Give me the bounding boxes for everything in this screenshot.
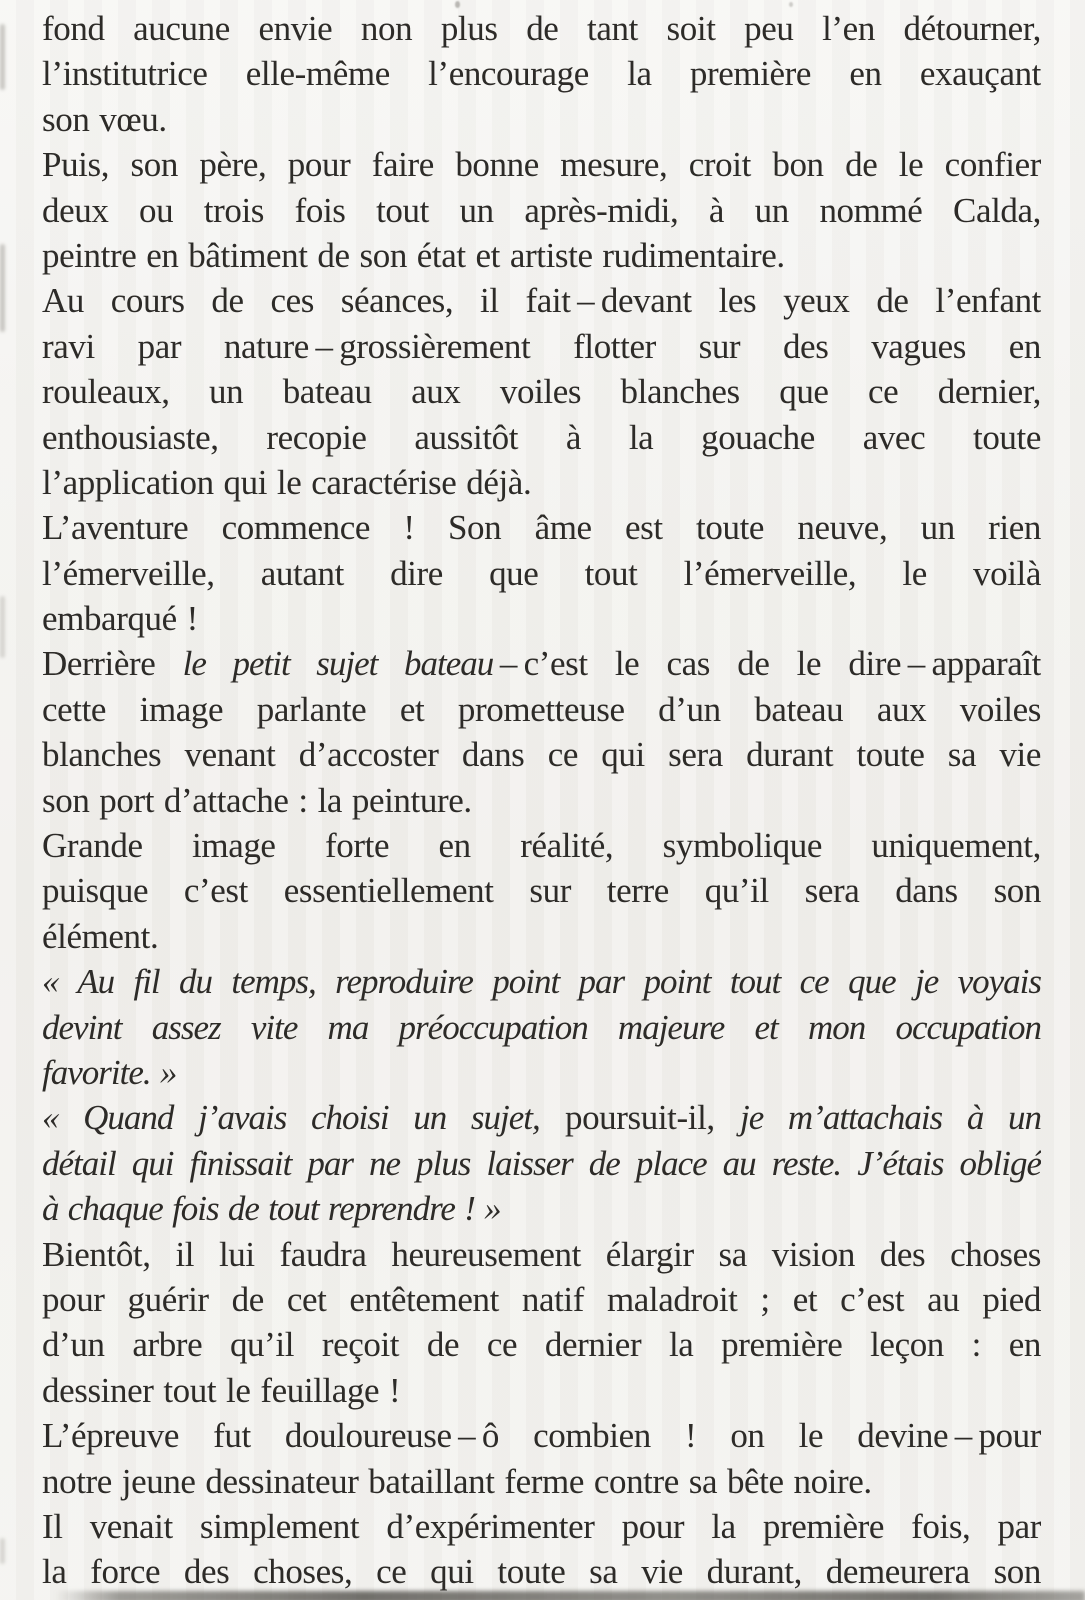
- text-line: [42, 1413, 1041, 1458]
- italic-segment: le petit sujet bateau: [182, 644, 494, 684]
- text-line: [42, 1459, 1041, 1504]
- roman-segment: Il venait simplement d’expérimenter pour la première fois, par: [42, 1506, 1041, 1546]
- italic-segment: « Au fil du temps, reproduire point par point tout ce que je voyais: [42, 962, 1041, 1002]
- text-line: [42, 188, 1041, 233]
- text-line: [42, 1322, 1041, 1367]
- text-line: [42, 1141, 1041, 1186]
- roman-segment: L’épreuve fut douloureuse – ô combien ! on le devine – pour: [42, 1416, 1041, 1456]
- scan-speck: [455, 1, 460, 8]
- roman-segment: la force des choses, ce qui toute sa vie durant, demeurera son: [42, 1552, 1041, 1592]
- roman-segment: – c’est le cas de le dire – apparaît: [493, 644, 1041, 684]
- italic-segment: « Quand j’avais choisi un sujet,: [42, 1098, 540, 1138]
- roman-segment: cette image parlante et prometteuse d’un bateau aux voiles: [42, 689, 1041, 729]
- roman-segment: Au cours de ces séances, il fait – devant les yeux de l’enfant: [42, 281, 1041, 321]
- text-line: [42, 1186, 1041, 1231]
- text-line: [42, 1368, 1041, 1413]
- roman-segment: ravi par nature – grossièrement flotter sur des vagues en: [42, 326, 1041, 366]
- text-line: [42, 460, 1041, 505]
- scan-speck: [789, 2, 793, 7]
- roman-segment: l’application qui le caractérise déjà.: [42, 462, 532, 502]
- scan-edge-smudge: [0, 1538, 5, 1564]
- roman-segment: son vœu.: [42, 99, 167, 139]
- text-line: [42, 1549, 1041, 1594]
- text-line: [42, 1277, 1041, 1322]
- page-text-block: [42, 6, 1041, 1595]
- roman-segment: poursuit-il,: [539, 1098, 741, 1138]
- text-line: [42, 1095, 1041, 1140]
- scan-edge-smudge: [0, 244, 5, 332]
- text-line: [42, 1050, 1041, 1095]
- scan-edge-smudge: [0, 596, 5, 658]
- roman-segment: l’émerveille, autant dire que tout l’émerveille, le voilà: [42, 553, 1041, 593]
- roman-segment: l’institutrice elle-même l’encourage la première en exauçant: [42, 54, 1041, 94]
- text-line: [42, 1232, 1041, 1277]
- italic-segment: à chaque fois de tout reprendre ! »: [42, 1189, 501, 1229]
- roman-segment: Derrière: [42, 644, 183, 684]
- italic-segment: je m’attachais à un: [740, 1098, 1041, 1138]
- text-line: [42, 6, 1041, 51]
- roman-segment: rouleaux, un bateau aux voiles blanches que ce dernier,: [42, 372, 1041, 412]
- cutoff-text-line-smudge: [55, 1591, 1085, 1600]
- roman-segment: blanches venant d’accoster dans ce qui sera durant toute sa vie: [42, 735, 1041, 775]
- roman-segment: L’aventure commence ! Son âme est toute neuve, un rien: [42, 508, 1041, 548]
- text-line: [42, 97, 1041, 142]
- italic-segment: favorite. »: [42, 1052, 177, 1092]
- text-line: [42, 641, 1041, 686]
- text-line: [42, 914, 1041, 959]
- text-line: [42, 823, 1041, 868]
- roman-segment: notre jeune dessinateur bataillant ferme contre sa bête noire.: [42, 1461, 872, 1501]
- roman-segment: deux ou trois fois tout un après-midi, à un nommé Calda,: [42, 190, 1041, 230]
- roman-segment: embarqué !: [42, 599, 198, 639]
- roman-segment: peintre en bâtiment de son état et artiste rudimentaire.: [42, 235, 785, 275]
- text-line: [42, 551, 1041, 596]
- text-line: [42, 868, 1041, 913]
- roman-segment: Grande image forte en réalité, symbolique uniquement,: [42, 826, 1041, 866]
- text-line: [42, 142, 1041, 187]
- roman-segment: Puis, son père, pour faire bonne mesure, croit bon de le confier: [42, 145, 1041, 185]
- text-line: [42, 778, 1041, 823]
- text-line: [42, 687, 1041, 732]
- roman-segment: élément.: [42, 916, 159, 956]
- roman-segment: d’un arbre qu’il reçoit de ce dernier la première leçon : en: [42, 1325, 1041, 1365]
- text-line: [42, 959, 1041, 1004]
- roman-segment: son port d’attache : la peinture.: [42, 780, 472, 820]
- roman-segment: fond aucune envie non plus de tant soit peu l’en détourner,: [42, 9, 1041, 48]
- text-line: [42, 324, 1041, 369]
- roman-segment: pour guérir de cet entêtement natif maladroit ; et c’est au pied: [42, 1279, 1041, 1319]
- italic-segment: devint assez vite ma préoccupation majeure et mon occupation: [42, 1007, 1041, 1047]
- scan-edge-smudge: [0, 24, 5, 90]
- text-line: [42, 596, 1041, 641]
- text-line: [42, 278, 1041, 323]
- text-line: [42, 1005, 1041, 1050]
- roman-segment: puisque c’est essentiellement sur terre qu’il sera dans son: [42, 871, 1041, 911]
- roman-segment: enthousiaste, recopie aussitôt à la gouache avec toute: [42, 417, 1041, 457]
- roman-segment: Bientôt, il lui faudra heureusement élargir sa vision des choses: [42, 1234, 1041, 1274]
- text-line: [42, 51, 1041, 96]
- text-line: [42, 369, 1041, 414]
- text-line: [42, 1504, 1041, 1549]
- italic-segment: détail qui finissait par ne plus laisser de place au reste. J’étais obligé: [42, 1143, 1041, 1183]
- text-line: [42, 415, 1041, 460]
- text-line: [42, 732, 1041, 777]
- text-line: [42, 505, 1041, 550]
- text-line: [42, 233, 1041, 278]
- roman-segment: dessiner tout le feuillage !: [42, 1370, 401, 1410]
